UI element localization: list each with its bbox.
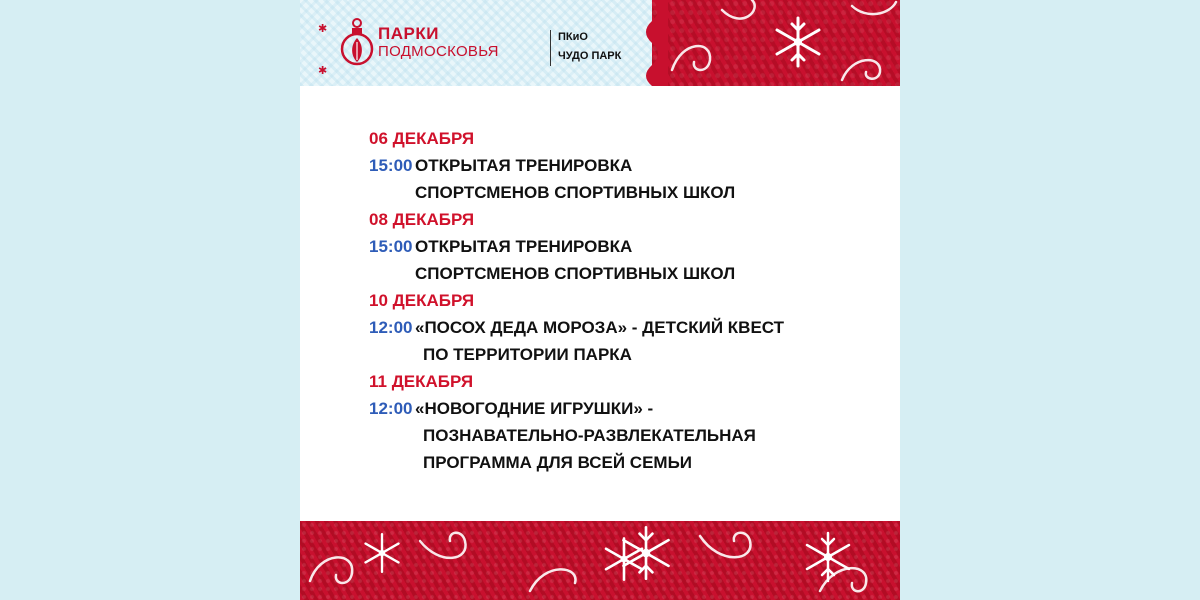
- partner-label: ПКиО: [558, 31, 588, 43]
- event-time: 15:00: [369, 237, 413, 256]
- event-block: [369, 125, 889, 206]
- event-title-line: ОТКРЫТАЯ ТРЕНИРОВКА: [415, 156, 633, 175]
- event-time: 12:00: [369, 318, 413, 337]
- event-title-line: ПОЗНАВАТЕЛЬНО-РАЗВЛЕКАТЕЛЬНАЯ: [423, 426, 756, 445]
- snowflake-icon: [800, 529, 856, 585]
- event-title-line: ПРОГРАММА ДЛЯ ВСЕЙ СЕМЬИ: [423, 453, 693, 472]
- event-title-line: «НОВОГОДНИЕ ИГРУШКИ» -: [415, 399, 654, 418]
- event-date: 10 ДЕКАБРЯ: [369, 291, 475, 310]
- event-date: 06 ДЕКАБРЯ: [369, 129, 475, 148]
- event-schedule: [369, 125, 889, 476]
- brand-title: ПАРКИ: [378, 24, 439, 43]
- snowflake-icon: [770, 14, 826, 70]
- snowflake-icon: [360, 531, 404, 575]
- event-block: [369, 206, 889, 287]
- event-time: 15:00: [369, 156, 413, 175]
- event-block: [369, 368, 889, 476]
- brand-logo: [318, 12, 638, 77]
- event-title-line: СПОРТСМЕНОВ СПОРТИВНЫХ ШКОЛ: [415, 264, 736, 283]
- event-block: [369, 287, 889, 368]
- footer-mosaic-red: [300, 521, 900, 600]
- event-time: 12:00: [369, 399, 413, 418]
- sparkle-icon: ✱: [318, 65, 328, 77]
- header-mosaic-red: [652, 0, 900, 86]
- brand-subtitle: ПОДМОСКОВЬЯ: [378, 43, 499, 60]
- sparkle-icon: ✱: [318, 23, 328, 35]
- partner-name: ЧУДО ПАРК: [558, 50, 622, 62]
- event-title-line: ОТКРЫТАЯ ТРЕНИРОВКА: [415, 237, 633, 256]
- poster-card: [300, 0, 900, 600]
- event-title-line: СПОРТСМЕНОВ СПОРТИВНЫХ ШКОЛ: [415, 183, 736, 202]
- header: [300, 0, 900, 86]
- event-date: 11 ДЕКАБРЯ: [369, 372, 474, 391]
- ornament-leaf-icon: [338, 16, 376, 68]
- header-wave-edge: [644, 0, 668, 86]
- event-title-line: ПО ТЕРРИТОРИИ ПАРКА: [423, 345, 632, 364]
- logo-divider: [550, 30, 551, 66]
- event-date: 08 ДЕКАБРЯ: [369, 210, 475, 229]
- event-title-line: «ПОСОХ ДЕДА МОРОЗА» - ДЕТСКИЙ КВЕСТ: [415, 318, 785, 337]
- snowflake-icon: [616, 523, 676, 583]
